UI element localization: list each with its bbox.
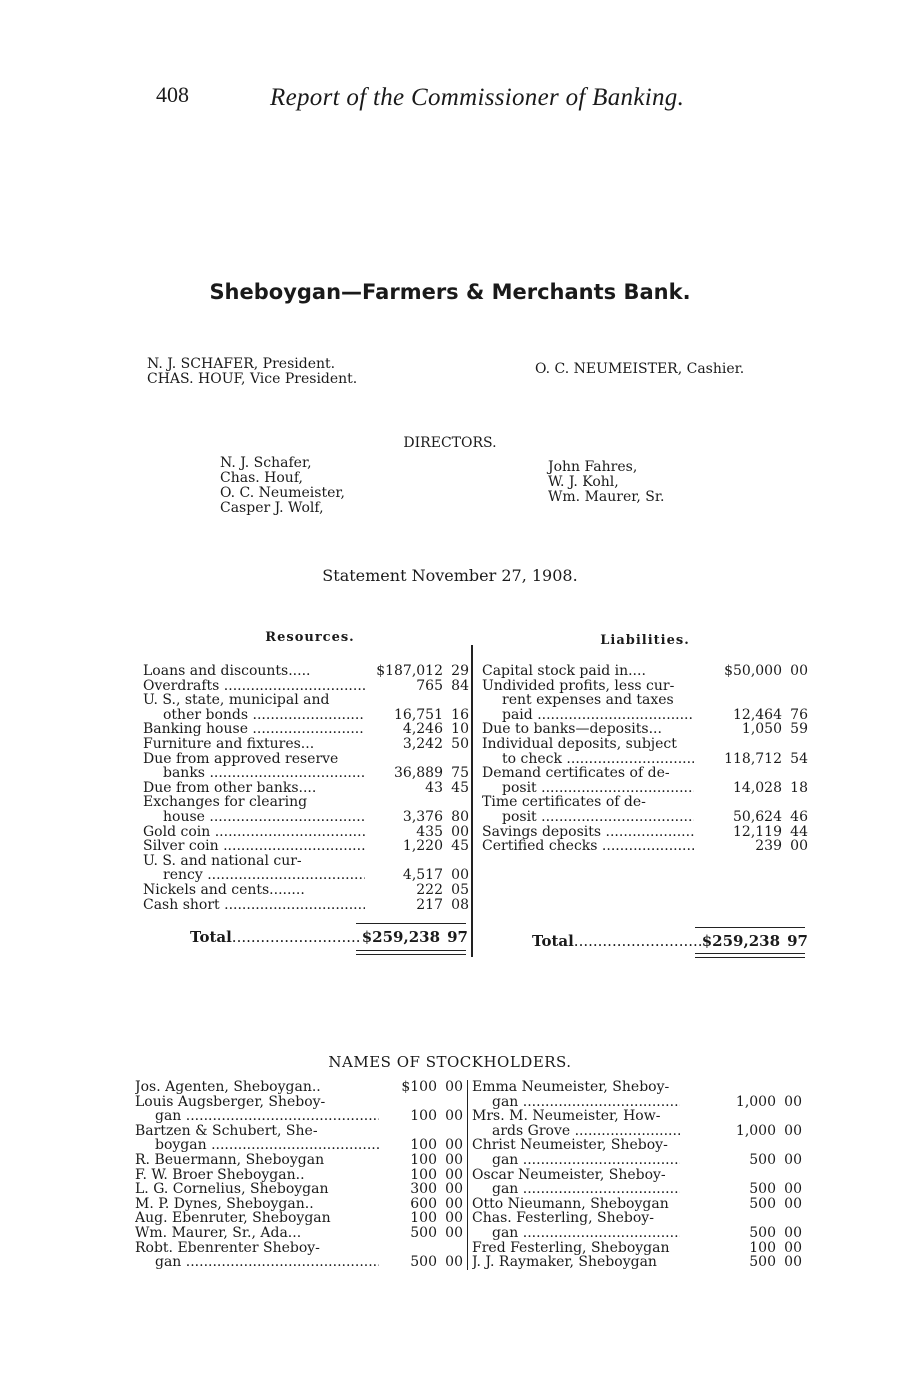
row-dollars: [365, 693, 443, 708]
table-row: [143, 825, 469, 840]
stockholders-divider: [467, 1080, 468, 1270]
director: W. J. Kohl,: [548, 474, 619, 490]
row-cents: [776, 1109, 802, 1124]
row-label: Certified checks .....: [482, 839, 694, 854]
row-dollars: 500: [749, 1195, 776, 1212]
row-cents: [437, 1095, 463, 1110]
total-label: Total: [532, 932, 574, 950]
row-dollars: [379, 1241, 437, 1256]
row-label: gan .....: [135, 1255, 379, 1270]
row-label: paid .....: [482, 708, 694, 723]
table-row: [135, 1095, 463, 1110]
row-dollars: 1,220: [402, 838, 443, 855]
row-cents: 44: [790, 823, 808, 840]
row-dollars: 14,028: [733, 779, 782, 796]
row-dollars: [694, 693, 782, 708]
table-row: [482, 664, 808, 679]
row-cents: [776, 1138, 802, 1153]
row-label: Banking house .....: [143, 722, 365, 737]
row-label: Overdrafts .....: [143, 679, 365, 694]
row-dollars: 239: [755, 838, 782, 855]
row-dollars: 3,242: [402, 735, 443, 752]
bank-name: Sheboygan—Farmers & Merchants Bank.: [209, 280, 691, 304]
liabilities-total-rule: [695, 927, 805, 928]
row-dollars: [680, 1168, 776, 1183]
row-label: R. Beuermann, Sheboygan: [135, 1152, 325, 1168]
row-cents: 00: [790, 838, 808, 855]
table-row: [472, 1182, 802, 1197]
row-cents: 00: [784, 1122, 802, 1139]
table-row: [135, 1080, 463, 1095]
leader-dots: [574, 932, 702, 950]
row-label: rency .....: [143, 868, 365, 883]
officers-left: [147, 357, 357, 387]
vice-president: CHAS. HOUF, Vice President.: [147, 371, 358, 387]
row-cents: 00: [445, 1166, 463, 1183]
row-label: ards Grove .....: [472, 1124, 680, 1139]
resources-double-rule: [356, 950, 466, 955]
table-row: [135, 1138, 463, 1153]
row-cents: [437, 1124, 463, 1139]
row-cents: [782, 679, 808, 694]
row-cents: 76: [790, 706, 808, 723]
row-cents: 46: [790, 808, 808, 825]
row-label: Capital stock paid in....: [482, 664, 646, 679]
directors-right: [548, 460, 665, 505]
table-row: [472, 1168, 802, 1183]
row-label: Due from other banks....: [143, 780, 317, 796]
table-row: [143, 781, 469, 796]
row-dollars: [694, 679, 782, 694]
row-dollars: $100: [401, 1079, 437, 1095]
row-label: boygan .....: [135, 1138, 379, 1153]
row-dollars: [680, 1109, 776, 1124]
table-row: [143, 854, 469, 869]
row-label: Louis Augsberger, Sheboy-: [135, 1094, 326, 1110]
table-row: [143, 737, 469, 752]
table-row: [472, 1124, 802, 1139]
table-row: [482, 766, 808, 781]
row-dollars: 600: [410, 1195, 437, 1212]
row-dollars: 1,000: [735, 1093, 776, 1110]
row-dollars: 217: [416, 896, 443, 913]
table-row: [143, 693, 469, 708]
row-cents: [782, 693, 808, 708]
row-dollars: 3,376: [402, 808, 443, 825]
table-row: [135, 1241, 463, 1256]
row-cents: [443, 854, 469, 869]
row-dollars: 36,889: [394, 765, 443, 782]
row-cents: 50: [451, 735, 469, 752]
row-dollars: 1,000: [735, 1122, 776, 1139]
statement-divider: [471, 645, 473, 957]
row-cents: 00: [445, 1079, 463, 1095]
row-dollars: [365, 854, 443, 869]
row-dollars: [365, 795, 443, 810]
row-cents: 00: [784, 1224, 802, 1241]
row-dollars: [365, 752, 443, 767]
row-cents: 75: [451, 765, 469, 782]
row-cents: 00: [445, 1195, 463, 1212]
row-label: Fred Festerling, Sheboygan: [472, 1240, 670, 1256]
table-row: [135, 1255, 463, 1270]
directors-left: [220, 456, 345, 516]
row-dollars: [379, 1124, 437, 1139]
row-cents: 80: [451, 808, 469, 825]
row-dollars: 12,464: [733, 706, 782, 723]
table-row: [482, 679, 808, 694]
row-label: gan .....: [472, 1153, 680, 1168]
table-row: [143, 795, 469, 810]
table-row: [135, 1109, 463, 1124]
total-cents: 97: [787, 932, 808, 950]
table-row: [143, 679, 469, 694]
liabilities-heading: Liabilities.: [600, 633, 690, 648]
row-label: Emma Neumeister, Sheboy-: [472, 1080, 670, 1095]
row-label: Chas. Festerling, Sheboy-: [472, 1211, 654, 1226]
row-dollars: 435: [416, 823, 443, 840]
row-dollars: 500: [749, 1151, 776, 1168]
row-cents: 00: [445, 1181, 463, 1198]
row-dollars: 1,050: [741, 721, 782, 738]
row-cents: 84: [451, 677, 469, 694]
row-label: gan .....: [472, 1182, 680, 1197]
row-label: house .....: [143, 810, 365, 825]
table-row: [472, 1226, 802, 1241]
row-label: Time certificates of de-: [482, 795, 646, 810]
row-cents: 00: [784, 1195, 802, 1212]
table-row: [135, 1182, 463, 1197]
row-cents: 00: [790, 663, 808, 679]
row-dollars: [694, 766, 782, 781]
row-cents: [776, 1168, 802, 1183]
row-label: Loans and discounts.....: [143, 664, 311, 679]
row-cents: 00: [451, 867, 469, 884]
row-label: Robt. Ebenrenter Sheboy-: [135, 1240, 320, 1256]
row-dollars: 100: [410, 1137, 437, 1154]
row-cents: [776, 1211, 802, 1226]
table-row: [143, 883, 469, 898]
table-row: [143, 839, 469, 854]
director: O. C. Neumeister,: [220, 485, 345, 501]
row-cents: 29: [451, 663, 469, 679]
row-dollars: 4,246: [402, 721, 443, 738]
row-label: banks .....: [143, 766, 365, 781]
row-label: gan .....: [472, 1226, 680, 1241]
resources-heading: Resources.: [265, 630, 355, 645]
table-row: [135, 1211, 463, 1226]
row-dollars: 12,119: [733, 823, 782, 840]
row-label: Bartzen & Schubert, She-: [135, 1123, 318, 1139]
row-label: L. G. Cornelius, Sheboygan: [135, 1182, 329, 1197]
row-dollars: [680, 1080, 776, 1095]
row-cents: [782, 795, 808, 810]
table-row: [143, 722, 469, 737]
row-label: Silver coin .....: [143, 839, 365, 854]
row-cents: 45: [451, 838, 469, 855]
table-row: [143, 868, 469, 883]
row-dollars: 500: [749, 1254, 776, 1271]
row-label: Christ Neumeister, Sheboy-: [472, 1138, 668, 1153]
table-row: [472, 1255, 802, 1270]
statement-title: Statement November 27, 1908.: [322, 566, 578, 585]
table-row: [135, 1226, 463, 1241]
row-cents: 00: [445, 1151, 463, 1168]
row-cents: 00: [445, 1254, 463, 1271]
row-dollars: 222: [416, 881, 443, 898]
row-cents: 00: [784, 1254, 802, 1271]
row-cents: 00: [784, 1239, 802, 1256]
total-dollars: $259,238: [361, 928, 440, 946]
table-row: [472, 1211, 802, 1226]
row-cents: 00: [445, 1224, 463, 1241]
row-cents: [782, 737, 808, 752]
table-row: [135, 1124, 463, 1139]
page-number: 408: [156, 82, 189, 107]
president: N. J. SCHAFER, President.: [147, 356, 336, 372]
row-dollars: $50,000: [724, 663, 782, 679]
row-cents: 00: [784, 1151, 802, 1168]
row-cents: 18: [790, 779, 808, 796]
row-cents: 00: [445, 1137, 463, 1154]
resources-total-row: [190, 928, 468, 946]
row-label: Wm. Maurer, Sr., Ada...: [135, 1225, 302, 1241]
liabilities-double-rule: [695, 953, 805, 958]
row-cents: [776, 1080, 802, 1095]
running-title: Report of the Commissioner of Banking.: [270, 84, 685, 111]
table-row: [472, 1197, 802, 1212]
table-row: [482, 825, 808, 840]
liabilities-total-row: [532, 932, 808, 950]
row-label: Gold coin .....: [143, 825, 365, 840]
row-label: Mrs. M. Neumeister, How-: [472, 1109, 661, 1124]
row-cents: 00: [784, 1093, 802, 1110]
row-dollars: 765: [416, 677, 443, 694]
row-cents: 16: [451, 706, 469, 723]
row-cents: [443, 693, 469, 708]
row-label: U. S., state, municipal and: [143, 693, 330, 708]
row-label: to check .....: [482, 752, 694, 767]
row-label: Oscar Neumeister, Sheboy-: [472, 1167, 666, 1183]
row-cents: 05: [451, 881, 469, 898]
director: Wm. Maurer, Sr.: [548, 489, 665, 505]
stockholders-right-table: [472, 1080, 802, 1270]
row-label: F. W. Broer Sheboygan..: [135, 1167, 305, 1183]
table-row: [482, 737, 808, 752]
row-label: Demand certificates of de-: [482, 766, 670, 781]
resources-total-rule: [356, 923, 466, 924]
row-label: Exchanges for clearing: [143, 795, 308, 810]
row-cents: 08: [451, 896, 469, 913]
row-label: Undivided profits, less cur-: [482, 678, 675, 694]
stockholders-left-table: [135, 1080, 463, 1270]
directors-heading: DIRECTORS.: [403, 435, 497, 451]
row-label: Savings deposits .....: [482, 825, 694, 840]
liabilities-table: [482, 664, 808, 854]
table-row: [143, 898, 469, 913]
row-dollars: 43: [425, 779, 443, 796]
row-label: Otto Nieumann, Sheboygan: [472, 1196, 669, 1212]
director: N. J. Schafer,: [220, 455, 312, 471]
table-row: [472, 1095, 802, 1110]
director: Chas. Houf,: [220, 470, 303, 486]
row-dollars: 100: [749, 1239, 776, 1256]
row-label: Individual deposits, subject: [482, 736, 677, 752]
row-dollars: 16,751: [394, 706, 443, 723]
row-cents: 00: [784, 1181, 802, 1198]
table-row: [143, 766, 469, 781]
director: John Fahres,: [548, 459, 638, 475]
row-dollars: 100: [410, 1210, 437, 1227]
row-cents: 59: [790, 721, 808, 738]
row-dollars: [694, 795, 782, 810]
row-dollars: 500: [749, 1181, 776, 1198]
leader-dots: [232, 928, 362, 946]
row-dollars: 4,517: [402, 867, 443, 884]
row-dollars: $187,012: [376, 663, 443, 679]
row-dollars: 50,624: [733, 808, 782, 825]
table-row: [482, 752, 808, 767]
table-row: [472, 1241, 802, 1256]
row-dollars: 100: [410, 1166, 437, 1183]
row-dollars: 100: [410, 1108, 437, 1125]
row-label: Due from approved reserve: [143, 751, 339, 767]
table-row: [472, 1153, 802, 1168]
row-cents: 54: [790, 750, 808, 767]
table-row: [143, 752, 469, 767]
row-label: posit .....: [482, 810, 694, 825]
row-label: gan .....: [135, 1109, 379, 1124]
row-label: Jos. Agenten, Sheboygan..: [135, 1080, 321, 1095]
table-row: [472, 1138, 802, 1153]
row-dollars: 300: [410, 1181, 437, 1198]
row-dollars: [680, 1138, 776, 1153]
row-label: Due to banks—deposits...: [482, 722, 662, 737]
total-cents: 97: [447, 928, 468, 946]
row-label: rent expenses and taxes: [502, 693, 674, 708]
cashier: O. C. NEUMEISTER, Cashier.: [535, 361, 745, 377]
total-label: Total: [190, 928, 232, 946]
row-label: Furniture and fixtures...: [143, 736, 315, 752]
resources-table: [143, 664, 469, 912]
row-cents: [443, 795, 469, 810]
row-dollars: 118,712: [724, 750, 782, 767]
table-row: [472, 1080, 802, 1095]
row-cents: 00: [451, 823, 469, 840]
row-cents: 00: [445, 1108, 463, 1125]
row-dollars: [680, 1211, 776, 1226]
row-label: J. J. Raymaker, Sheboygan: [472, 1255, 657, 1270]
table-row: [472, 1109, 802, 1124]
row-cents: [443, 752, 469, 767]
table-row: [482, 810, 808, 825]
table-row: [135, 1153, 463, 1168]
row-label: gan .....: [472, 1095, 680, 1110]
row-dollars: 500: [410, 1254, 437, 1271]
row-cents: 10: [451, 721, 469, 738]
row-dollars: [694, 737, 782, 752]
row-label: Nickels and cents........: [143, 882, 305, 898]
table-row: [482, 722, 808, 737]
row-cents: [782, 766, 808, 781]
row-label: Cash short .....: [143, 898, 365, 913]
table-row: [482, 693, 808, 708]
table-row: [482, 795, 808, 810]
row-cents: 00: [445, 1210, 463, 1227]
row-dollars: [379, 1095, 437, 1110]
table-row: [143, 708, 469, 723]
row-label: U. S. and national cur-: [143, 853, 302, 869]
table-row: [482, 839, 808, 854]
table-row: [143, 810, 469, 825]
row-cents: [437, 1241, 463, 1256]
row-label: Aug. Ebenruter, Sheboygan: [135, 1211, 331, 1226]
table-row: [482, 781, 808, 796]
row-cents: 45: [451, 779, 469, 796]
stockholders-heading: NAMES OF STOCKHOLDERS.: [328, 1053, 572, 1071]
row-dollars: 500: [749, 1224, 776, 1241]
total-dollars: $259,238: [701, 932, 780, 950]
table-row: [135, 1197, 463, 1212]
table-row: [143, 664, 469, 679]
row-label: M. P. Dynes, Sheboygan..: [135, 1196, 314, 1212]
row-label: other bonds .....: [143, 708, 365, 723]
row-label: posit .....: [482, 781, 694, 796]
row-dollars: 500: [410, 1224, 437, 1241]
director: Casper J. Wolf,: [220, 500, 324, 516]
row-dollars: 100: [410, 1151, 437, 1168]
table-row: [135, 1168, 463, 1183]
table-row: [482, 708, 808, 723]
